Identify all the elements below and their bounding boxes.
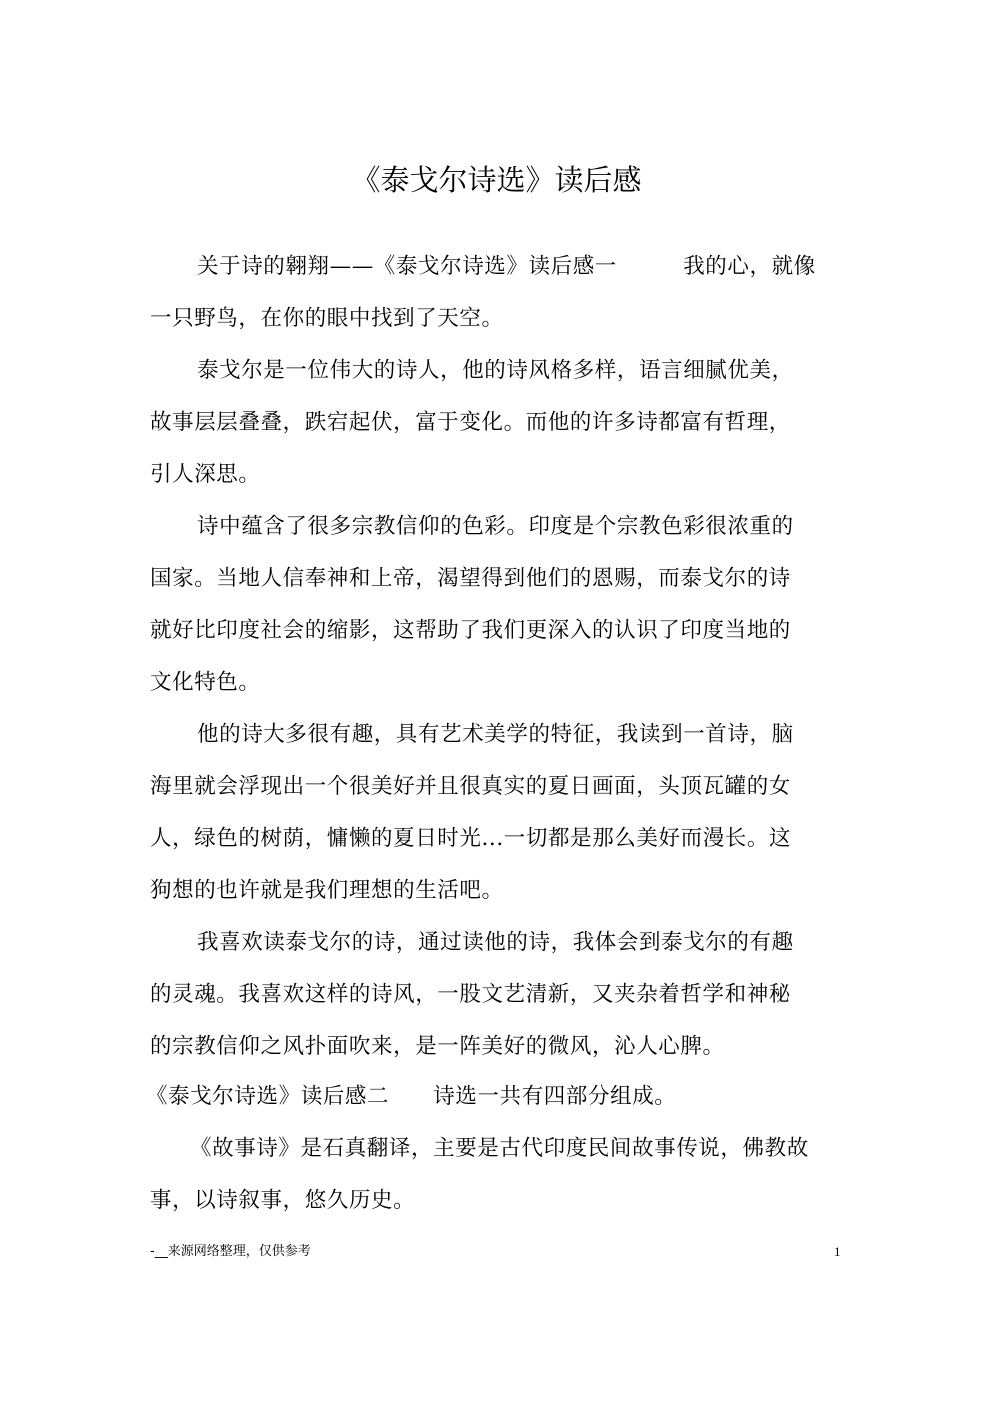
text-line: 引人深思。 — [150, 462, 261, 487]
text-line: 文化特色。 — [150, 670, 261, 695]
text-line: 关于诗的翱翔——《泰戈尔诗选》读后感一 我的心，就像 — [197, 254, 816, 279]
text-line: 事，以诗叙事，悠久历史。 — [150, 1188, 416, 1213]
footer-source-note: -__来源网络整理，仅供参考 — [150, 1244, 311, 1259]
text-line: 就好比印度社会的缩影，这帮助了我们更深入的认识了印度当地的 — [150, 618, 791, 643]
text-line: 《故事诗》是石真翻译，主要是古代印度民间故事传说，佛教故 — [190, 1136, 809, 1161]
document-title: 《泰戈尔诗选》读后感 — [351, 163, 642, 197]
text-line: 诗中蕴含了很多宗教信仰的色彩。印度是个宗教色彩很浓重的 — [197, 514, 794, 539]
text-line: 泰戈尔是一位伟大的诗人，他的诗风格多样，语言细腻优美， — [197, 358, 794, 383]
text-line: 他的诗大多很有趣，具有艺术美学的特征，我读到一首诗，脑 — [197, 722, 794, 747]
text-line: 一只野鸟，在你的眼中找到了天空。 — [150, 306, 504, 331]
page-number: 1 — [834, 1244, 841, 1259]
text-line: 狗想的也许就是我们理想的生活吧。 — [150, 878, 504, 903]
text-line: 人，绿色的树荫，慵懒的夏日时光...一切都是那么美好而漫长。这 — [150, 826, 792, 851]
text-line: 故事层层叠叠，跌宕起伏，富于变化。而他的许多诗都富有哲理， — [150, 410, 791, 435]
section-heading-line: 《泰戈尔诗选》读后感二 诗选一共有四部分组成。 — [146, 1084, 677, 1109]
text-line: 我喜欢读泰戈尔的诗，通过读他的诗，我体会到泰戈尔的有趣 — [197, 930, 794, 955]
text-line: 的灵魂。我喜欢这样的诗风，一股文艺清新，又夹杂着哲学和神秘 — [150, 982, 791, 1007]
text-line: 的宗教信仰之风扑面吹来，是一阵美好的微风，沁人心脾。 — [150, 1034, 725, 1059]
text-line: 海里就会浮现出一个很美好并且很真实的夏日画面，头顶瓦罐的女 — [150, 774, 791, 799]
text-line: 国家。当地人信奉神和上帝，渴望得到他们的恩赐，而泰戈尔的诗 — [150, 566, 791, 591]
